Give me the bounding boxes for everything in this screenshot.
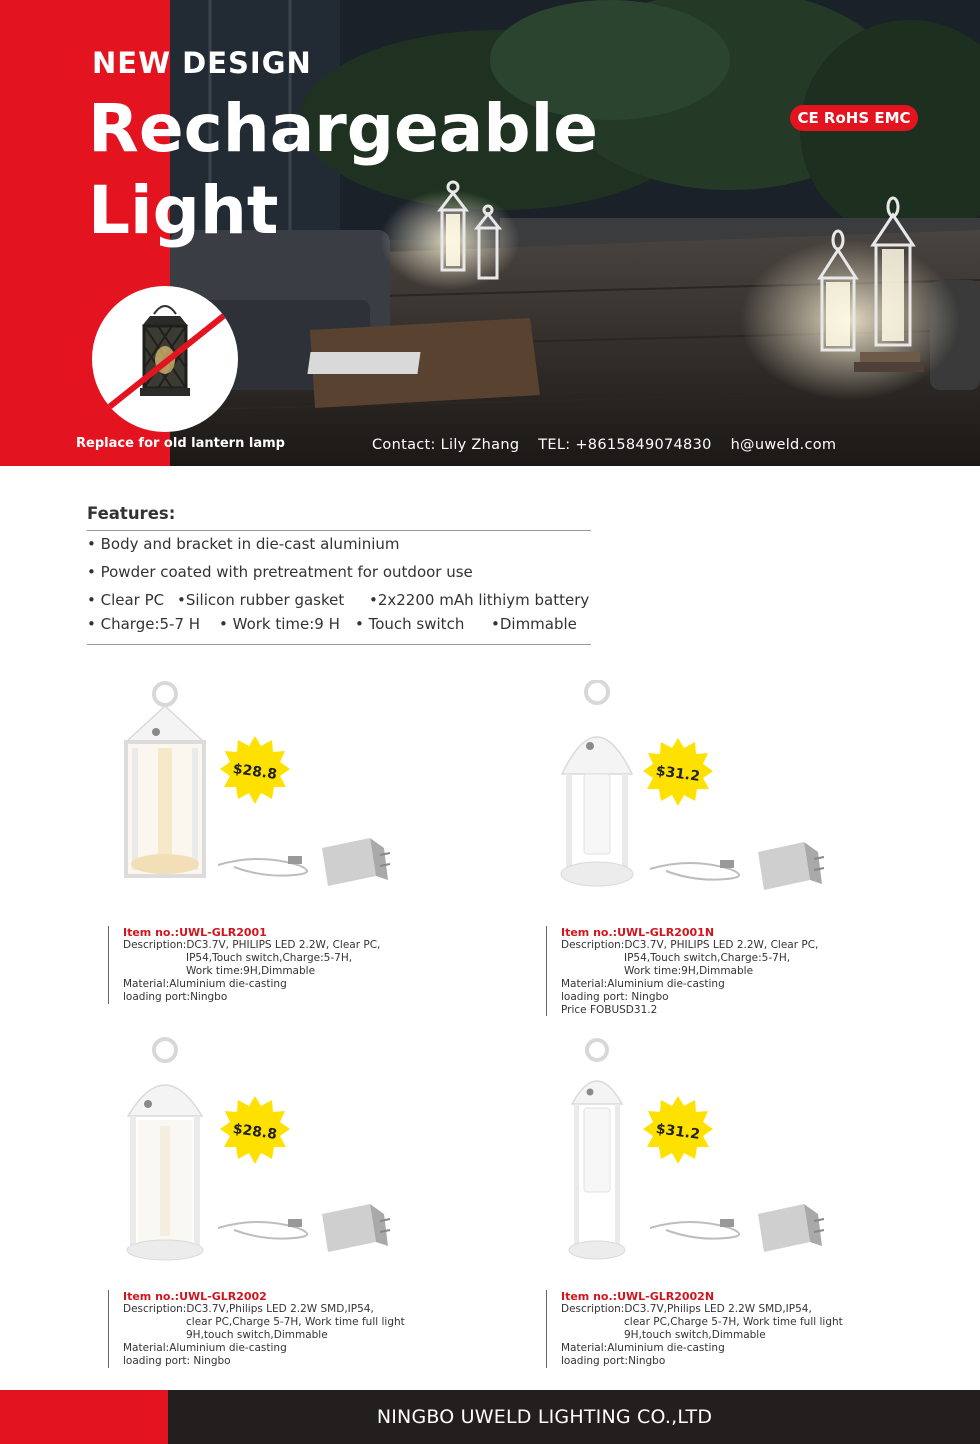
old-lantern-icon: [92, 286, 238, 432]
features-section: [87, 504, 591, 645]
item-number: Item no.:UWL-GLR2002N: [561, 1290, 715, 1303]
item-number: Item no.:UWL-GLR2002: [123, 1290, 267, 1303]
feature-item: • Clear PC: [87, 591, 165, 609]
item-description-cont: IP54,Touch switch,Charge:5-7H,: [186, 952, 353, 964]
hero-banner: [0, 0, 980, 466]
footer-bar: [0, 1390, 980, 1444]
item-description-cont: 9H,touch switch,Dimmable: [186, 1329, 328, 1341]
feature-item: • Touch switch: [355, 615, 465, 633]
hero-title-line1: Rechargeable: [88, 90, 598, 167]
lantern-slim-cone-image: [546, 1036, 980, 1266]
hero-title: [88, 88, 608, 252]
item-description: Description:DC3.7V,Philips LED 2.2W SMD,IP54,: [561, 1303, 812, 1315]
lantern-tall-cone-image: [108, 1036, 548, 1266]
lantern-square-image: [108, 680, 548, 910]
price-burst: [643, 1096, 713, 1166]
feature-item: • Body and bracket in die-cast aluminium: [87, 535, 400, 553]
contact-name: Contact: Lily Zhang: [372, 437, 520, 453]
item-info: [108, 1290, 405, 1368]
item-loading-port: loading port:Ningbo: [123, 991, 228, 1003]
footer-red-block: [0, 1390, 168, 1444]
company-name: NINGBO UWELD LIGHTING CO.,LTD: [376, 1406, 713, 1428]
item-description-cont: Work time:9H,Dimmable: [186, 965, 316, 977]
item-description: Description:DC3.7V, PHILIPS LED 2.2W, Clear PC,: [561, 939, 819, 951]
item-description-cont: Work time:9H,Dimmable: [624, 965, 754, 977]
product-card-glr2002n: [546, 1036, 980, 1386]
item-info: [546, 1290, 843, 1368]
feature-item: •Dimmable: [491, 615, 577, 633]
feature-item: • Powder coated with pretreatment for outdoor use: [87, 563, 473, 581]
item-description: Description:DC3.7V, PHILIPS LED 2.2W, Clear PC,: [123, 939, 381, 951]
item-description-cont: IP54,Touch switch,Charge:5-7H,: [624, 952, 791, 964]
contact-email[interactable]: h@uweld.com: [730, 437, 837, 453]
feature-line-3: [87, 587, 591, 614]
hero-tagline: NEW DESIGN: [92, 46, 312, 80]
item-material: Material:Aluminium die-casting: [561, 1342, 725, 1354]
price-burst: [220, 736, 290, 806]
feature-item: •Silicon rubber gasket: [177, 591, 345, 609]
item-info: [108, 926, 380, 1004]
feature-line-4: [87, 611, 591, 638]
features-bottom-rule: [87, 644, 591, 645]
product-card-glr2001n: [546, 680, 980, 1030]
price-burst: [643, 738, 713, 808]
product-card-glr2002: [108, 1036, 548, 1386]
item-info: [546, 926, 818, 1016]
item-description-cont: clear PC,Charge 5-7H, Work time full light: [186, 1316, 405, 1328]
feature-line-1: [87, 531, 591, 558]
item-description-cont: clear PC,Charge 5-7H, Work time full light: [624, 1316, 843, 1328]
item-material: Material:Aluminium die-casting: [123, 1342, 287, 1354]
item-loading-port: loading port: Ningbo: [123, 1355, 231, 1367]
price-label: $28.8: [231, 760, 278, 783]
price-label: $31.2: [654, 762, 701, 785]
item-material: Material:Aluminium die-casting: [561, 978, 725, 990]
old-lantern-crossed: [92, 286, 238, 432]
item-number: Item no.:UWL-GLR2001N: [561, 926, 715, 939]
item-description: Description:DC3.7V,Philips LED 2.2W SMD,IP54,: [123, 1303, 374, 1315]
price-burst: [220, 1096, 290, 1166]
lantern-cone-image: [546, 680, 980, 910]
feature-item: • Work time:9 H: [219, 615, 340, 633]
item-material: Material:Aluminium die-casting: [123, 978, 287, 990]
features-title: Features:: [87, 504, 176, 523]
product-card-glr2001: [108, 680, 548, 1030]
price-label: $31.2: [654, 1120, 701, 1143]
contact-tel: TEL: +8615849074830: [538, 437, 712, 453]
cert-badge: CE RoHS EMC: [790, 105, 918, 131]
item-loading-port: loading port:Ningbo: [561, 1355, 666, 1367]
feature-line-2: [87, 559, 591, 586]
item-price-fob: Price FOBUSD31.2: [561, 1004, 658, 1016]
contact-bar: [372, 437, 850, 453]
replace-caption: Replace for old lantern lamp: [76, 436, 285, 451]
feature-item: •2x2200 mAh lithiym battery: [369, 591, 590, 609]
item-loading-port: loading port: Ningbo: [561, 991, 669, 1003]
hero-title-line2: Light: [88, 172, 279, 249]
price-label: $28.8: [231, 1120, 278, 1143]
item-number: Item no.:UWL-GLR2001: [123, 926, 267, 939]
item-description-cont: 9H,touch switch,Dimmable: [624, 1329, 766, 1341]
feature-item: • Charge:5-7 H: [87, 615, 201, 633]
